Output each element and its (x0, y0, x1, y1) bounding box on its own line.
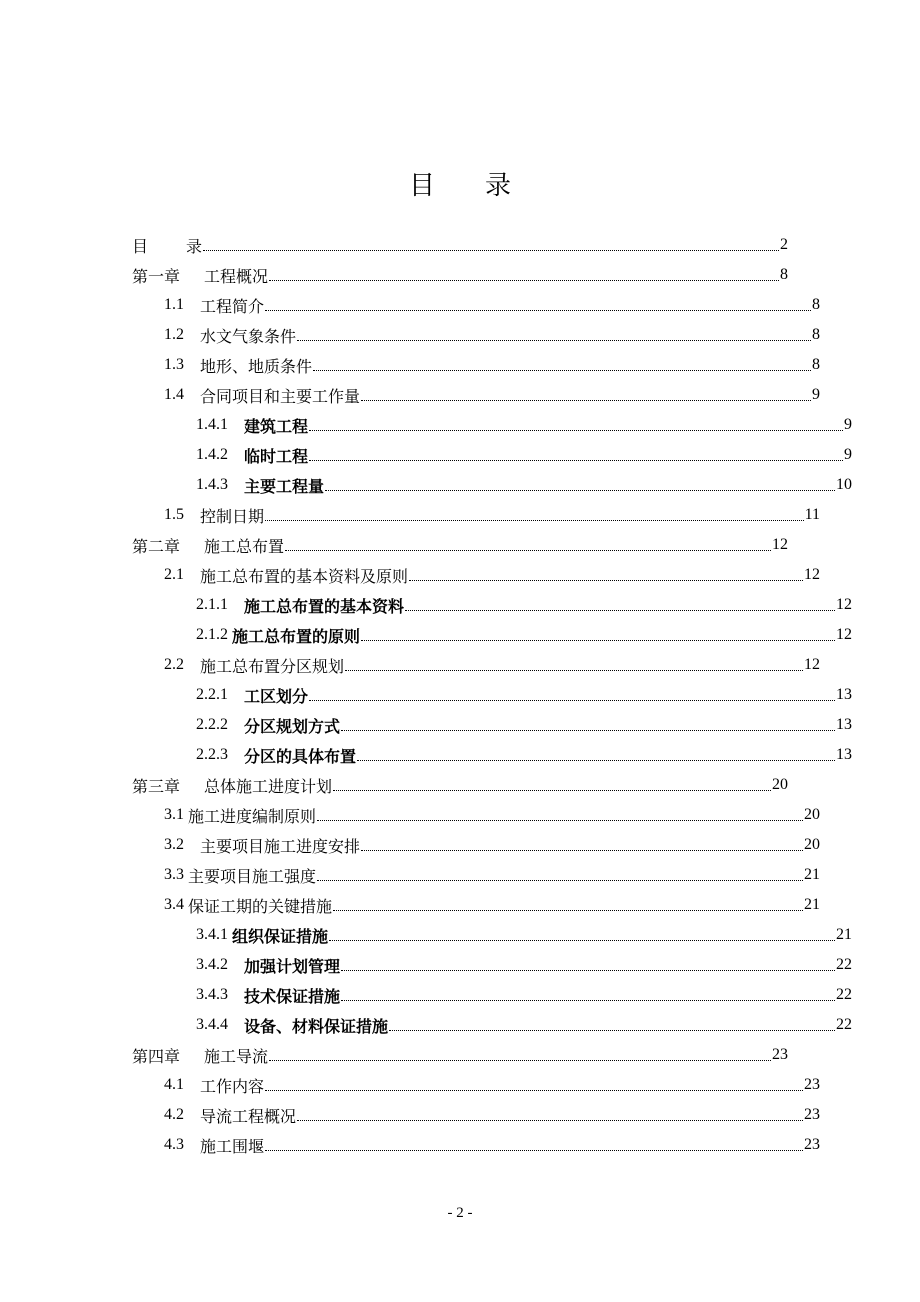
toc-entry-number: 2.2.2 (196, 716, 228, 733)
toc-entry[interactable] (132, 830, 820, 860)
toc-entry-label: 施工总布置分区规划 (200, 656, 345, 676)
toc-leader-dots (317, 880, 803, 881)
toc-leader-dots (405, 610, 835, 611)
toc-leader-dots (389, 1030, 835, 1031)
toc-entry-number: 1.4.1 (196, 416, 228, 433)
toc-entry-page-number: 9 (844, 446, 852, 463)
toc-entry-label: 控制日期 (200, 506, 265, 526)
toc-entry-number: 3.4.3 (196, 986, 228, 1003)
toc-entry-page-number: 20 (772, 776, 788, 793)
toc-entry-label: 主要项目施工进度安排 (200, 836, 361, 856)
toc-entry-page-number: 8 (812, 356, 820, 373)
toc-entry[interactable] (132, 650, 820, 680)
toc-entry-label: 水文气象条件 (200, 326, 297, 346)
toc-leader-dots (341, 1000, 835, 1001)
toc-leader-dots (361, 640, 835, 641)
toc-entry-number: 第一章 (132, 266, 181, 286)
toc-entry-label: 工程概况 (204, 266, 269, 286)
toc-entry[interactable] (132, 950, 852, 980)
toc-entry-page-number: 12 (804, 566, 820, 583)
toc-leader-dots (317, 820, 803, 821)
toc-leader-dots (285, 550, 771, 551)
toc-leader-dots (265, 310, 811, 311)
toc-leader-dots (265, 1150, 803, 1151)
toc-entry-label: 施工围堰 (200, 1136, 265, 1156)
toc-entry-page-number: 23 (804, 1076, 820, 1093)
toc-entry-label: 总体施工进度计划 (204, 776, 333, 796)
toc-entry-number: 3.3 (164, 866, 184, 883)
toc-leader-dots (333, 790, 771, 791)
toc-entry[interactable] (132, 680, 852, 710)
toc-entry-label: 地形、地质条件 (200, 356, 313, 376)
toc-entry-page-number: 22 (836, 986, 852, 1003)
toc-entry-number: 1.4 (164, 386, 184, 403)
toc-leader-dots (309, 700, 835, 701)
toc-entry-page-number: 9 (844, 416, 852, 433)
toc-entry-number: 3.4.1 (196, 926, 228, 943)
toc-entry-label: 技术保证措施 (244, 986, 341, 1006)
toc-entry-page-number: 12 (836, 596, 852, 613)
toc-entry-page-number: 11 (804, 506, 820, 523)
toc-entry-label: 建筑工程 (244, 416, 309, 436)
toc-entry-number: 1.4.3 (196, 476, 228, 493)
toc-entry-label: 合同项目和主要工作量 (200, 386, 361, 406)
toc-entry-number: 1.1 (164, 296, 184, 313)
toc-entry-label: 分区的具体布置 (244, 746, 357, 766)
toc-entry[interactable] (132, 1130, 820, 1160)
toc-entry-number: 第四章 (132, 1046, 181, 1066)
page-footer: - 2 - (447, 1205, 473, 1221)
toc-entry-number: 2.1.1 (196, 596, 228, 613)
toc-entry-page-number: 8 (812, 326, 820, 343)
toc-entry-label: 导流工程概况 (200, 1106, 297, 1126)
toc-entry-page-number: 23 (804, 1136, 820, 1153)
toc-entry-label: 主要项目施工强度 (188, 866, 317, 886)
toc-leader-dots (345, 670, 803, 671)
toc-entry[interactable] (132, 740, 852, 770)
toc-entry[interactable] (132, 980, 852, 1010)
toc-entry-number: 4.2 (164, 1106, 184, 1123)
toc-entry-number: 2.2 (164, 656, 184, 673)
toc-entry-page-number: 9 (812, 386, 820, 403)
toc-entry-number: 第三章 (132, 776, 181, 796)
toc-entry[interactable] (132, 770, 788, 800)
toc-entry-page-number: 8 (780, 266, 788, 283)
toc-entry-label: 录 (186, 236, 203, 256)
toc-entry-number: 1.4.2 (196, 446, 228, 463)
toc-leader-dots (357, 760, 835, 761)
toc-entry-label: 设备、材料保证措施 (244, 1016, 389, 1036)
toc-entry-page-number: 20 (804, 836, 820, 853)
toc-leader-dots (265, 1090, 803, 1091)
toc-entry-page-number: 23 (772, 1046, 788, 1063)
toc-leader-dots (269, 280, 779, 281)
toc-entry[interactable] (132, 530, 788, 560)
toc-entry-page-number: 22 (836, 1016, 852, 1033)
page-title (0, 165, 920, 202)
toc-entry-number: 2.1 (164, 566, 184, 583)
toc-entry-page-number: 13 (836, 746, 852, 763)
toc-leader-dots (297, 340, 811, 341)
toc-leader-dots (361, 400, 811, 401)
toc-entry-page-number: 22 (836, 956, 852, 973)
toc-entry-number: 3.4 (164, 896, 184, 913)
toc-entry-label: 临时工程 (244, 446, 309, 466)
toc-entry-page-number: 12 (772, 536, 788, 553)
toc-entry[interactable] (132, 500, 820, 530)
toc-entry-number: 2.2.1 (196, 686, 228, 703)
toc-entry[interactable] (132, 800, 820, 830)
toc-entry-label: 主要工程量 (244, 476, 325, 496)
toc-entry-label: 组织保证措施 (232, 926, 329, 946)
toc-entry-label: 工程简介 (200, 296, 265, 316)
toc-entry[interactable] (132, 290, 820, 320)
toc-entry-page-number: 21 (836, 926, 852, 943)
toc-entry-number: 第二章 (132, 536, 181, 556)
toc-entry-label: 施工总布置 (204, 536, 285, 556)
toc-entry-page-number: 13 (836, 716, 852, 733)
toc-entry-label: 施工进度编制原则 (188, 806, 317, 826)
toc-entry-page-number: 12 (836, 626, 852, 643)
toc-entry[interactable] (132, 1010, 852, 1040)
toc-leader-dots (203, 250, 779, 251)
toc-leader-dots (361, 850, 803, 851)
toc-entry-number: 4.3 (164, 1136, 184, 1153)
toc-leader-dots (329, 940, 835, 941)
toc-entry[interactable] (132, 320, 820, 350)
toc-leader-dots (341, 730, 835, 731)
toc-entry[interactable] (132, 890, 820, 920)
toc-entry[interactable] (132, 1040, 788, 1070)
toc-entry-label: 施工总布置的基本资料 (244, 596, 405, 616)
toc-entry-page-number: 8 (812, 296, 820, 313)
toc-leader-dots (313, 370, 811, 371)
toc-entry[interactable] (132, 470, 852, 500)
toc-entry[interactable] (132, 590, 852, 620)
toc-entry[interactable] (132, 350, 820, 380)
toc-leader-dots (265, 520, 804, 521)
toc-leader-dots (325, 490, 835, 491)
toc-entry-number: 1.2 (164, 326, 184, 343)
toc-entry-page-number: 2 (780, 236, 788, 253)
toc-entry-page-number: 21 (804, 866, 820, 883)
toc-leader-dots (269, 1060, 771, 1061)
toc-entry-page-number: 13 (836, 686, 852, 703)
toc-entry[interactable] (132, 710, 852, 740)
toc-entry-number: 目 (132, 236, 149, 256)
toc-leader-dots (309, 430, 843, 431)
title-right-char: 录 (485, 171, 512, 201)
toc-entry-number: 2.1.2 (196, 626, 228, 643)
toc-entry[interactable] (132, 560, 820, 590)
toc-entry[interactable] (132, 1070, 820, 1100)
toc-entry-label: 工作内容 (200, 1076, 265, 1096)
toc-entry-label: 加强计划管理 (244, 956, 341, 976)
toc-entry[interactable] (132, 380, 820, 410)
toc-entry[interactable] (132, 440, 852, 470)
toc-leader-dots (309, 460, 843, 461)
toc-entry[interactable] (132, 620, 852, 650)
toc-entry[interactable] (132, 260, 788, 290)
toc-entry[interactable] (132, 920, 852, 950)
toc-entry-page-number: 23 (804, 1106, 820, 1123)
toc-entry-label: 施工总布置的基本资料及原则 (200, 566, 409, 586)
toc-leader-dots (333, 910, 803, 911)
toc-entry-number: 2.2.3 (196, 746, 228, 763)
toc-entry-page-number: 21 (804, 896, 820, 913)
toc-entry-page-number: 10 (836, 476, 852, 493)
toc-entry-number: 3.2 (164, 836, 184, 853)
title-left-char: 目 (408, 171, 435, 201)
toc-entry-label: 工区划分 (244, 686, 309, 706)
toc-leader-dots (341, 970, 835, 971)
toc-entry[interactable] (132, 1100, 820, 1130)
toc-entry-number: 3.4.2 (196, 956, 228, 973)
toc-entry-label: 施工导流 (204, 1046, 269, 1066)
toc-entry-number: 3.4.4 (196, 1016, 228, 1033)
toc-entry-number: 4.1 (164, 1076, 184, 1093)
toc-entry-page-number: 12 (804, 656, 820, 673)
toc-entry-number: 1.3 (164, 356, 184, 373)
toc-entry-label: 施工总布置的原则 (232, 626, 361, 646)
toc-entry-page-number: 20 (804, 806, 820, 823)
toc-entry[interactable] (132, 230, 788, 260)
toc-entry[interactable] (132, 410, 852, 440)
toc-leader-dots (409, 580, 803, 581)
toc-entry-label: 保证工期的关键措施 (188, 896, 333, 916)
toc-entry-number: 1.5 (164, 506, 184, 523)
toc-entry-number: 3.1 (164, 806, 184, 823)
toc-leader-dots (297, 1120, 803, 1121)
toc-entry[interactable] (132, 860, 820, 890)
toc-entry-label: 分区规划方式 (244, 716, 341, 736)
